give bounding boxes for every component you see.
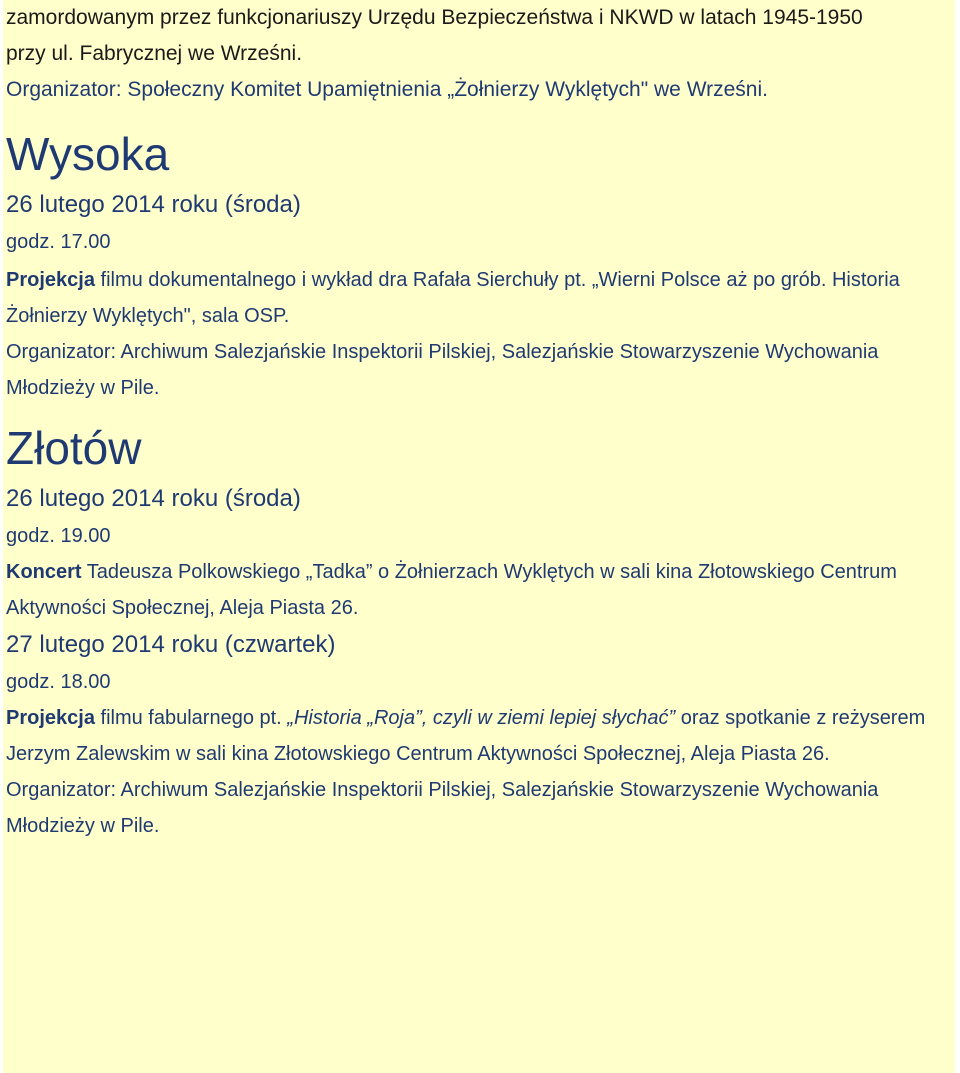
city-heading-wysoka: Wysoka (6, 128, 170, 180)
document-page (3, 0, 955, 1073)
event-type-label: Projekcja (6, 707, 95, 729)
event-date: 26 lutego 2014 roku (środa) (6, 191, 301, 218)
event-description (6, 554, 952, 626)
wysoka-section (6, 126, 952, 406)
document-content (6, 0, 952, 844)
event-type-label: Koncert (6, 561, 82, 583)
city-heading-zlotow: Złotów (6, 422, 142, 474)
intro-section (6, 0, 952, 108)
event-description (6, 700, 952, 772)
event-date: 26 lutego 2014 roku (środa) (6, 485, 301, 512)
event-block (6, 480, 952, 626)
event-organizer: Organizator: Archiwum Salezjańskie Inspektorii Pilskiej, Salezjańskie Stowarzyszenie Wychowania Młodzieży w Pile. (6, 779, 879, 837)
event-text: filmu dokumentalnego i wykład dra Rafała Sierchuły pt. „Wierni Polsce aż po grób. Historia Żołnierzy Wyklętych", sala OSP. (6, 269, 900, 327)
intro-line-1: zamordowanym przez funkcjonariuszy Urzędu Bezpieczeństwa i NKWD w latach 1945-1950 (6, 6, 863, 29)
event-time: godz. 19.00 (6, 525, 111, 547)
event-time: godz. 18.00 (6, 671, 111, 693)
event-type-label: Projekcja (6, 269, 95, 291)
film-title: „Historia „Roja”, czyli w ziemi lepiej słychać” (287, 707, 676, 729)
event-description (6, 262, 952, 334)
event-text-post: oraz spotkanie z reżyserem Jerzym Zalewskim w sali kina Złotowskiego Centrum Aktywności Społecznej, Aleja Piasta 26. (6, 707, 926, 765)
intro-organizer: Organizator: Społeczny Komitet Upamiętnienia „Żołnierzy Wyklętych" we Wrześni. (6, 78, 768, 101)
event-block (6, 626, 952, 772)
zlotow-section (6, 420, 952, 844)
event-text: Tadeusza Polkowskiego „Tadka” o Żołnierzach Wyklętych w sali kina Złotowskiego Centrum Aktywności Społecznej, Aleja Piasta 26. (6, 561, 897, 619)
event-time: godz. 17.00 (6, 231, 111, 253)
event-organizer: Organizator: Archiwum Salezjańskie Inspektorii Pilskiej, Salezjańskie Stowarzyszenie Wychowania Młodzieży w Pile. (6, 341, 879, 399)
event-text-pre: filmu fabularnego pt. (94, 707, 288, 729)
intro-line-2: przy ul. Fabrycznej we Wrześni. (6, 42, 303, 65)
event-date: 27 lutego 2014 roku (czwartek) (6, 631, 336, 658)
